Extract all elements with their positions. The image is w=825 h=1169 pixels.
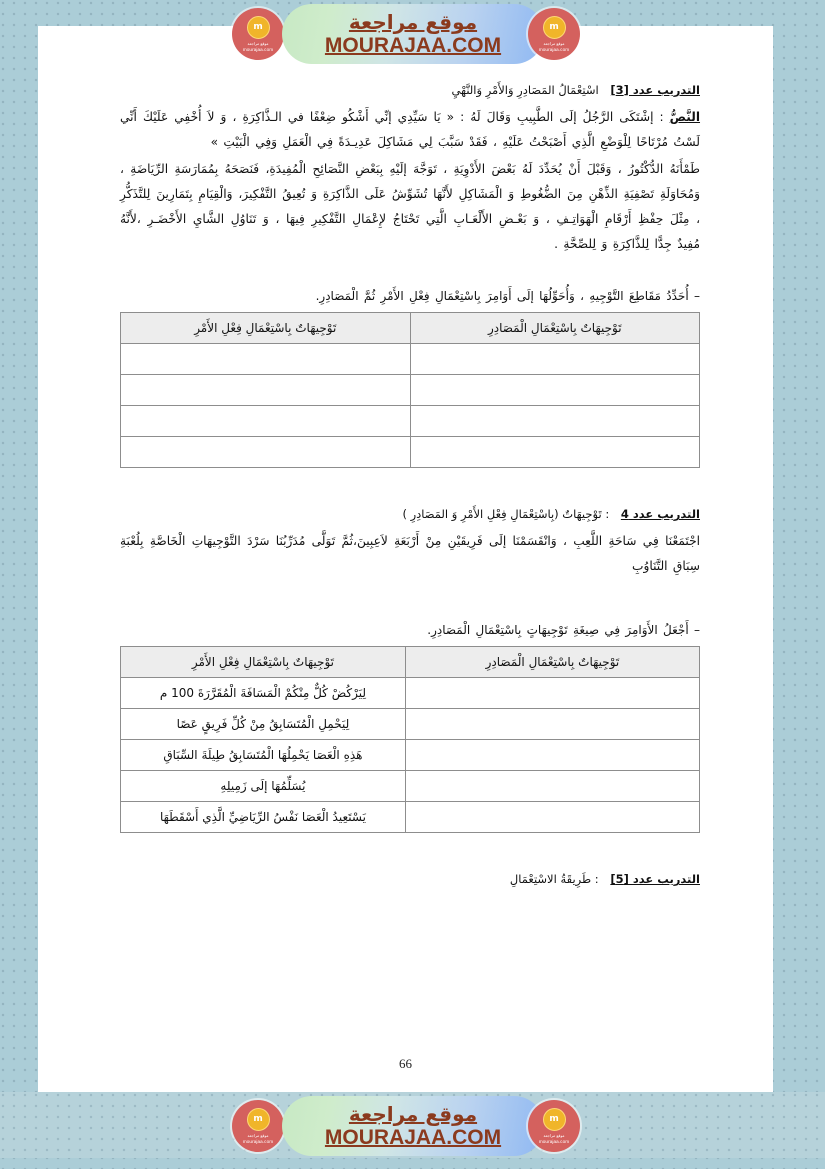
cell-masdar[interactable] — [410, 406, 700, 437]
spacer — [120, 259, 700, 285]
exercise-4-title: : تَوْجِيهَاتٌ (بِاسْتِعْمَالِ فِعْلِ الأَمْرِ وَ المَصَادِرِ ) — [402, 507, 610, 522]
mourajaa-logo-icon — [528, 1100, 580, 1152]
spacer — [120, 833, 700, 871]
table-row[interactable] — [121, 802, 700, 833]
logo-emblem-icon: m — [247, 16, 270, 39]
page-number: 66 — [399, 1056, 412, 1071]
mourajaa-logo-icon — [232, 8, 284, 60]
exercise-3-table — [120, 312, 700, 468]
exercise-3-title: اسْتِعْمَالُ المَصَادِرِ وَالأَمْرِ وَالنَّهْيِ — [451, 83, 599, 97]
exercise-3-passage-2: طَمْأَنَهُ الدُّكْتُورُ ، وَقَبْلَ أَنْ يُحَدِّدَ لَهُ بَعْضَ الأَدْوِيَةِ ، تَوَجَّهَ إلَيْهِ بِبَعْضِ النَّصَائِحِ الْمُفِيدَةِ، فَنَصَحَهُ بِمُمَارَسَةِ الرِّيَاضَةِ ، وَمُحَاوَلَةِ تَصْفِيَةِ الذِّهْنِ مِنَ الضُّغُوطِ وَ الْمَشَاكِلِ لأَنَّهَا تُشَوِّشُ عَلَى الذَّاكِرَةِ وَ تُعِيقُ التَّفْكِيرَ، وَالْقِيَامِ بِتَمَارِينَ لِلتَّذَكُّرِ ، مِثْلَ حِفْظِ أَرْقَامِ الْهَوَاتِـفِ ، وَ بَعْـضِ الأَلْعَـابِ الَّتِي تَحْتَاجُ لإِعْمَالِ التَّفْكِيرِ فِيهَا ، وَ تَنَاوُلِ الشَّايِ الأَخْضَـرِ ،لأَنَّهُ مُفِيدٌ جِدًّا لِلذَّاكِرَةِ وَ لِلصِّحَّةِ . — [120, 162, 700, 252]
cell-amr[interactable] — [121, 406, 411, 437]
cell-masdar[interactable] — [410, 344, 700, 375]
watermark-text-arabic: موقع مراجعة — [348, 1101, 478, 1126]
column-header-amr: تَوْجِيهَاتٌ بِاسْتِعْمَالِ فِعْلِ الأَمْرِ — [121, 313, 411, 344]
table-row[interactable] — [121, 406, 700, 437]
cell-amr[interactable]: لِيَرْكُضْ كُلٌّ مِنْكُمْ الْمَسَافَةَ الْمُقَرَّرَةَ 100 م — [121, 678, 406, 709]
logo-caption-url: mourajaa.com — [538, 46, 570, 52]
cell-masdar[interactable] — [405, 802, 699, 833]
table-row[interactable] — [121, 437, 700, 468]
logo-emblem-icon: m — [247, 1108, 270, 1131]
exercise-4-instruction: – أَجْعَلُ الأَوَامِرَ فِي صِيغَةِ تَوْجِيهَاتٍ بِاسْتِعْمَالِ الْمَصَادِرِ. — [427, 623, 700, 638]
logo-caption-url: mourajaa.com — [538, 1138, 570, 1144]
cell-amr[interactable]: لِيَحْمِلِ الْمُتَسَابِقُ مِنْ كُلِّ فَرِيقٍ عَصًا — [121, 709, 406, 740]
column-header-masdar: تَوْجِيهَاتٌ بِاسْتِعْمَالِ الْمَصَادِرِ — [410, 313, 700, 344]
watermark-pill-bottom — [282, 1096, 544, 1156]
watermark-pill-top — [282, 4, 544, 64]
table-header-row — [121, 313, 700, 344]
cell-amr[interactable] — [121, 375, 411, 406]
exercise-4-number: التدريب عدد 4 — [620, 507, 700, 522]
table-row[interactable] — [121, 344, 700, 375]
table-row[interactable] — [121, 375, 700, 406]
exercise-3-passage-1 — [120, 105, 700, 155]
table-row[interactable] — [121, 678, 700, 709]
watermark-banner-top — [0, 0, 825, 72]
table-row[interactable] — [121, 740, 700, 771]
spacer — [120, 468, 700, 506]
exercise-3-heading — [120, 82, 700, 99]
cell-amr[interactable] — [121, 437, 411, 468]
cell-masdar[interactable] — [405, 771, 699, 802]
logo-caption-arabic: موقع مراجعة — [543, 1132, 565, 1138]
table-row[interactable] — [121, 771, 700, 802]
logo-emblem-icon: m — [543, 16, 566, 39]
watermark-text-url: MOURAJAA.COM — [324, 33, 502, 57]
logo-caption-arabic: موقع مراجعة — [247, 40, 269, 46]
exercise-3-number: التدريب عدد [3] — [610, 83, 700, 97]
cell-masdar[interactable] — [410, 437, 700, 468]
logo-emblem-icon: m — [543, 1108, 566, 1131]
logo-caption-arabic: موقع مراجعة — [247, 1132, 269, 1138]
exercise-5-heading — [120, 871, 700, 888]
mourajaa-logo-icon — [232, 1100, 284, 1152]
watermark-banner-bottom — [0, 1082, 825, 1169]
cell-masdar[interactable] — [405, 740, 699, 771]
logo-caption-url: mourajaa.com — [242, 46, 274, 52]
cell-amr[interactable]: هَذِهِ الْعَصَا يَحْمِلُهَا الْمُتَسَابِقُ طِيلَةَ السِّبَاقِ — [121, 740, 406, 771]
exercise-4-heading — [120, 506, 700, 523]
passage-label: النَّصُّ — [669, 110, 701, 125]
exercise-4-table — [120, 646, 700, 833]
exercise-5-title: : طَرِيقَةُ الاسْتِعْمَالِ — [509, 872, 599, 887]
document-content — [120, 82, 700, 894]
cell-amr[interactable]: يُسَلِّمُهَا إلَى زَمِيلِهِ — [121, 771, 406, 802]
cell-masdar[interactable] — [410, 375, 700, 406]
spacer — [120, 581, 700, 619]
exercise-4-passage: اجْتَمَعْنَا فِي سَاحَةِ اللَّعِبِ ، وَانْقَسَمْنَا إلَى فَرِيقَيْنِ مِنْ أَرْبَعَةِ لاَعِبِينَ،ثُمَّ تَوَلَّى مُدَرِّبُنَا سَرْدَ التَّوْجِيهَاتِ الْخَاصَّةِ بِلُعْبَةِ سِبَاقِ التَّنَاوُبِ — [120, 534, 700, 574]
mourajaa-logo-icon — [528, 8, 580, 60]
table-header-row — [121, 647, 700, 678]
passage-body-1: : إشْتَكَى الرَّجُلُ إلَى الطَّبِيبِ وَقَالَ لَهُ : « يَا سَيِّدِي إنِّي أَشْكُو ضِعْفًا في الـذَّاكِرَةِ ، وَ لاَ أُخْفِي عَلَيْكَ أَنِّي لَسْتُ مُرْتَاحًا لِلْوَضْعِ الَّذِي أَصْبَحْتُ عَلَيْهِ ، فَقَدْ سَبَّبَ لِي مَشَاكِلَ عَدِيـدَةً فِي الْعَمَلِ وَفِي الْبَيْتِ » — [120, 110, 700, 150]
watermark-text-url: MOURAJAA.COM — [324, 1125, 502, 1149]
column-header-amr: تَوْجِيهَاتٌ بِاسْتِعْمَالِ فِعْلِ الأَمْرِ — [121, 647, 406, 678]
table-row[interactable] — [121, 709, 700, 740]
logo-caption-url: mourajaa.com — [242, 1138, 274, 1144]
exercise-5-number: التدريب عدد [5] — [610, 872, 700, 887]
logo-caption-arabic: موقع مراجعة — [543, 40, 565, 46]
cell-masdar[interactable] — [405, 709, 699, 740]
exercise-3-instruction: – أُحَدِّدُ مَقَاطِعَ التَّوْجِيهِ ، وَأُحَوِّلُهَا إلَى أَوَامِرَ بِاسْتِعْمَالِ فِعْلِ الأَمْرِ ثُمَّ الْمَصَادِرِ. — [315, 289, 700, 304]
cell-masdar[interactable] — [405, 678, 699, 709]
cell-amr[interactable] — [121, 344, 411, 375]
watermark-text-arabic: موقع مراجعة — [348, 9, 478, 34]
column-header-masdar: تَوْجِيهَاتٌ بِاسْتِعْمَالِ الْمَصَادِرِ — [405, 647, 699, 678]
document-page — [38, 26, 773, 1104]
cell-amr[interactable]: يَسْتَعِيدُ الْعَصَا نَفْسُ الرِّيَاضِيِّ الَّذِي أَسْقَطَهَا — [121, 802, 406, 833]
